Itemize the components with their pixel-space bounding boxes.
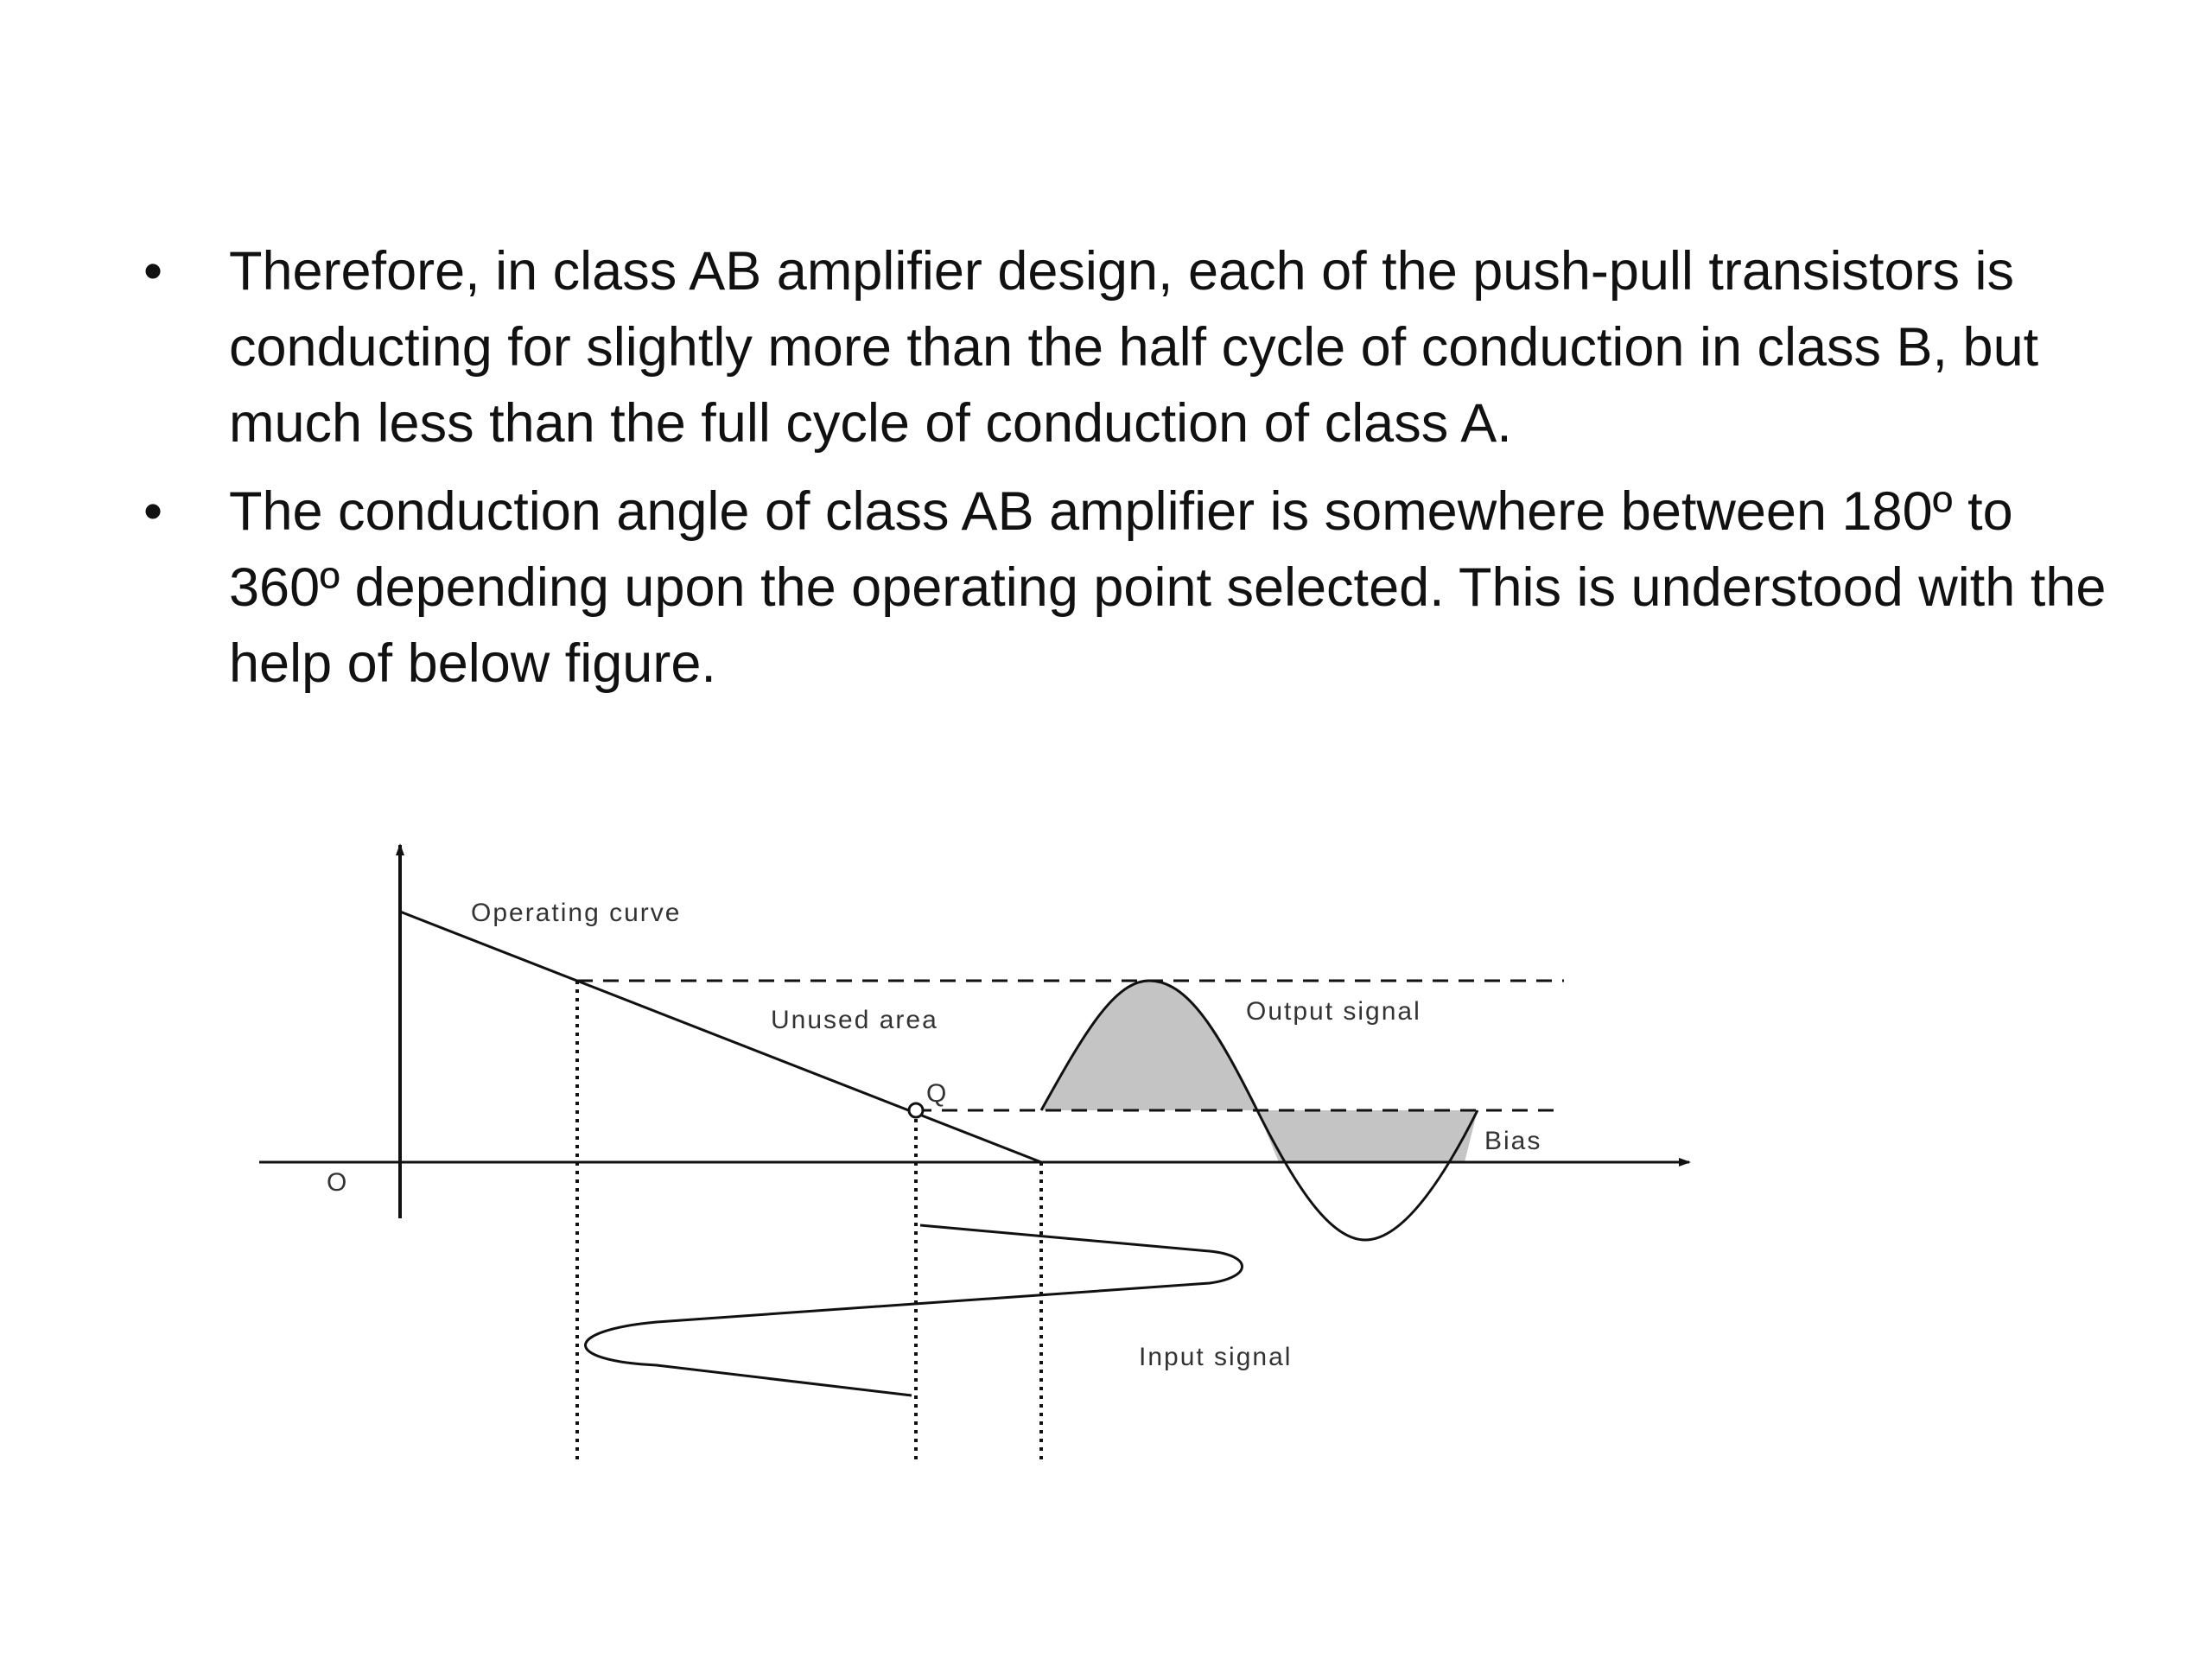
- bullet-text: Therefore, in class AB amplifier design, each of the push-pull transistors is conducting for slightly more than the half cycle of conduction in class B, but much less than the full cycle of conduction of class A.: [229, 241, 2039, 454]
- output-shaded-upper: [1041, 981, 1257, 1110]
- origin-label: O: [327, 1168, 349, 1197]
- output-shaded-lower: [1257, 1110, 1478, 1162]
- bullet-text: The conduction angle of class AB amplifier is somewhere between 180º to 360º depending upon the operating point selected. This is understood with the help of below figure.: [229, 481, 2107, 694]
- q-point-marker: [909, 1103, 923, 1117]
- output-signal-label: Output signal: [1246, 997, 1421, 1026]
- q-point-label: Q: [926, 1079, 949, 1108]
- input-signal-label: Input signal: [1139, 1343, 1293, 1371]
- unused-area-label: Unused area: [771, 1006, 938, 1034]
- operating-curve-line: [400, 912, 1041, 1162]
- bullet-dot-icon: •: [143, 241, 163, 302]
- bullet-dot-icon: •: [143, 481, 163, 542]
- operating-curve-label: Operating curve: [471, 899, 682, 927]
- bias-label: Bias: [1484, 1127, 1542, 1155]
